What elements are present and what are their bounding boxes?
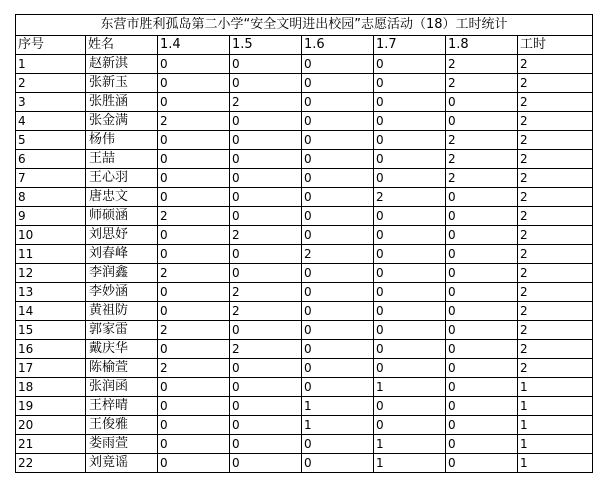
cell-total[interactable]: 2 (518, 321, 593, 340)
cell-1-4[interactable]: 2 (158, 359, 230, 378)
header-row (16, 36, 593, 55)
cell-total[interactable]: 1 (518, 454, 593, 473)
cell-1-6[interactable]: 2 (302, 245, 374, 264)
cell-name[interactable]: 戴庆华 (86, 340, 158, 359)
cell-1-7[interactable]: 0 (374, 55, 446, 74)
cell-1-7[interactable]: 0 (374, 359, 446, 378)
table-row (16, 74, 593, 93)
cell-1-7[interactable]: 0 (374, 264, 446, 283)
cell-1-7[interactable]: 2 (374, 188, 446, 207)
table-row (16, 378, 593, 397)
table-title[interactable]: 东营市胜利孤岛第二小学“安全文明进出校园”志愿活动（18）工时统计 (16, 15, 593, 36)
cell-1-8[interactable]: 0 (446, 188, 518, 207)
cell-name[interactable]: 张新玉 (86, 74, 158, 93)
table-row (16, 359, 593, 378)
cell-name[interactable]: 唐忠文 (86, 188, 158, 207)
table-row (16, 264, 593, 283)
cell-1-5[interactable]: 2 (230, 283, 302, 302)
cell-index[interactable]: 8 (16, 188, 86, 207)
cell-1-8[interactable]: 0 (446, 378, 518, 397)
cell-name[interactable]: 李妙涵 (86, 283, 158, 302)
header-index[interactable]: 序号 (16, 36, 86, 55)
table-row (16, 416, 593, 435)
cell-name[interactable]: 王梓晴 (86, 397, 158, 416)
cell-index[interactable]: 4 (16, 112, 86, 131)
cell-1-7[interactable]: 0 (374, 416, 446, 435)
cell-total[interactable]: 2 (518, 207, 593, 226)
cell-1-8[interactable]: 0 (446, 283, 518, 302)
cell-1-4[interactable]: 2 (158, 321, 230, 340)
cell-1-5[interactable]: 0 (230, 74, 302, 93)
cell-1-5[interactable]: 0 (230, 150, 302, 169)
cell-index[interactable]: 7 (16, 169, 86, 188)
cell-index[interactable]: 11 (16, 245, 86, 264)
cell-1-5[interactable]: 2 (230, 226, 302, 245)
cell-1-4[interactable]: 2 (158, 207, 230, 226)
cell-1-4[interactable]: 0 (158, 74, 230, 93)
cell-1-5[interactable]: 2 (230, 340, 302, 359)
table-row (16, 397, 593, 416)
header-total-hours[interactable]: 工时 (518, 36, 593, 55)
cell-1-8[interactable]: 2 (446, 169, 518, 188)
cell-index[interactable]: 19 (16, 397, 86, 416)
cell-1-4[interactable]: 0 (158, 55, 230, 74)
cell-name[interactable]: 赵新淇 (86, 55, 158, 74)
cell-1-8[interactable]: 0 (446, 302, 518, 321)
cell-total[interactable]: 1 (518, 416, 593, 435)
cell-total[interactable]: 2 (518, 55, 593, 74)
cell-index[interactable]: 6 (16, 150, 86, 169)
cell-1-7[interactable]: 0 (374, 93, 446, 112)
cell-name[interactable]: 李润鑫 (86, 264, 158, 283)
cell-1-8[interactable]: 0 (446, 397, 518, 416)
cell-1-8[interactable]: 0 (446, 454, 518, 473)
table-row (16, 207, 593, 226)
cell-index[interactable]: 2 (16, 74, 86, 93)
cell-1-6[interactable]: 0 (302, 150, 374, 169)
cell-index[interactable]: 10 (16, 226, 86, 245)
cell-name[interactable]: 张润函 (86, 378, 158, 397)
cell-1-8[interactable]: 2 (446, 131, 518, 150)
cell-1-6[interactable]: 0 (302, 93, 374, 112)
cell-1-8[interactable]: 0 (446, 245, 518, 264)
cell-1-4[interactable]: 0 (158, 131, 230, 150)
cell-total[interactable]: 1 (518, 435, 593, 454)
cell-1-6[interactable]: 0 (302, 302, 374, 321)
cell-name[interactable]: 杨伟 (86, 131, 158, 150)
cell-1-4[interactable]: 2 (158, 264, 230, 283)
cell-1-7[interactable]: 1 (374, 378, 446, 397)
cell-1-7[interactable]: 0 (374, 150, 446, 169)
cell-1-6[interactable]: 0 (302, 131, 374, 150)
cell-index[interactable]: 9 (16, 207, 86, 226)
cell-1-6[interactable]: 0 (302, 169, 374, 188)
cell-1-8[interactable]: 0 (446, 207, 518, 226)
cell-1-7[interactable]: 0 (374, 207, 446, 226)
cell-name[interactable]: 娄雨萱 (86, 435, 158, 454)
cell-index[interactable]: 13 (16, 283, 86, 302)
cell-1-8[interactable]: 0 (446, 435, 518, 454)
cell-name[interactable]: 刘春峰 (86, 245, 158, 264)
cell-1-5[interactable]: 0 (230, 112, 302, 131)
cell-index[interactable]: 17 (16, 359, 86, 378)
cell-total[interactable]: 2 (518, 131, 593, 150)
cell-index[interactable]: 15 (16, 321, 86, 340)
cell-1-5[interactable]: 0 (230, 188, 302, 207)
cell-name[interactable]: 郭家雷 (86, 321, 158, 340)
cell-1-8[interactable]: 0 (446, 226, 518, 245)
cell-index[interactable]: 1 (16, 55, 86, 74)
cell-1-4[interactable]: 0 (158, 169, 230, 188)
cell-1-7[interactable]: 0 (374, 321, 446, 340)
cell-index[interactable]: 21 (16, 435, 86, 454)
cell-1-5[interactable]: 0 (230, 416, 302, 435)
cell-1-6[interactable]: 1 (302, 397, 374, 416)
cell-1-8[interactable]: 2 (446, 150, 518, 169)
cell-1-5[interactable]: 0 (230, 359, 302, 378)
cell-1-6[interactable]: 0 (302, 112, 374, 131)
cell-name[interactable]: 王喆 (86, 150, 158, 169)
table-row (16, 131, 593, 150)
cell-index[interactable]: 5 (16, 131, 86, 150)
cell-total[interactable]: 2 (518, 93, 593, 112)
cell-1-7[interactable]: 0 (374, 397, 446, 416)
cell-1-5[interactable]: 0 (230, 435, 302, 454)
table-row (16, 150, 593, 169)
cell-1-4[interactable]: 0 (158, 397, 230, 416)
table-row (16, 93, 593, 112)
table-row (16, 321, 593, 340)
cell-total[interactable]: 2 (518, 283, 593, 302)
cell-1-7[interactable]: 0 (374, 112, 446, 131)
cell-1-5[interactable]: 0 (230, 264, 302, 283)
cell-1-6[interactable]: 0 (302, 454, 374, 473)
cell-1-6[interactable]: 0 (302, 283, 374, 302)
table-row (16, 245, 593, 264)
cell-name[interactable]: 王俊雅 (86, 416, 158, 435)
cell-1-7[interactable]: 0 (374, 283, 446, 302)
cell-1-8[interactable]: 0 (446, 416, 518, 435)
cell-1-4[interactable]: 0 (158, 378, 230, 397)
cell-total[interactable]: 2 (518, 188, 593, 207)
cell-1-6[interactable]: 0 (302, 340, 374, 359)
cell-1-7[interactable]: 1 (374, 435, 446, 454)
cell-1-4[interactable]: 0 (158, 340, 230, 359)
cell-name[interactable]: 陈榆萱 (86, 359, 158, 378)
cell-1-5[interactable]: 2 (230, 302, 302, 321)
cell-index[interactable]: 22 (16, 454, 86, 473)
cell-name[interactable]: 师硕涵 (86, 207, 158, 226)
cell-name[interactable]: 黄祖防 (86, 302, 158, 321)
cell-1-8[interactable]: 2 (446, 55, 518, 74)
cell-1-6[interactable]: 0 (302, 226, 374, 245)
table-row (16, 55, 593, 74)
cell-1-4[interactable]: 2 (158, 112, 230, 131)
cell-1-5[interactable]: 0 (230, 55, 302, 74)
cell-total[interactable]: 2 (518, 340, 593, 359)
cell-1-5[interactable]: 0 (230, 169, 302, 188)
cell-1-7[interactable]: 0 (374, 340, 446, 359)
cell-1-4[interactable]: 0 (158, 226, 230, 245)
cell-index[interactable]: 16 (16, 340, 86, 359)
cell-1-4[interactable]: 0 (158, 302, 230, 321)
cell-1-7[interactable]: 0 (374, 169, 446, 188)
cell-total[interactable]: 2 (518, 169, 593, 188)
cell-1-8[interactable]: 0 (446, 340, 518, 359)
work-hours-table (15, 14, 593, 473)
cell-1-7[interactable]: 0 (374, 245, 446, 264)
cell-1-8[interactable]: 0 (446, 359, 518, 378)
cell-1-7[interactable]: 1 (374, 454, 446, 473)
cell-1-5[interactable]: 0 (230, 454, 302, 473)
cell-1-4[interactable]: 0 (158, 93, 230, 112)
cell-1-5[interactable]: 0 (230, 397, 302, 416)
header-date-1-5[interactable]: 1.5 (230, 36, 302, 55)
cell-index[interactable]: 20 (16, 416, 86, 435)
cell-1-5[interactable]: 0 (230, 378, 302, 397)
cell-total[interactable]: 2 (518, 112, 593, 131)
cell-total[interactable]: 1 (518, 378, 593, 397)
cell-1-4[interactable]: 0 (158, 435, 230, 454)
cell-1-8[interactable]: 0 (446, 112, 518, 131)
cell-1-6[interactable]: 0 (302, 435, 374, 454)
cell-1-6[interactable]: 1 (302, 416, 374, 435)
cell-name[interactable]: 张金满 (86, 112, 158, 131)
cell-total[interactable]: 1 (518, 397, 593, 416)
cell-1-4[interactable]: 0 (158, 150, 230, 169)
cell-total[interactable]: 2 (518, 74, 593, 93)
table-row (16, 112, 593, 131)
header-name[interactable]: 姓名 (86, 36, 158, 55)
cell-1-4[interactable]: 0 (158, 283, 230, 302)
cell-name[interactable]: 张胜涵 (86, 93, 158, 112)
cell-name[interactable]: 刘竟谣 (86, 454, 158, 473)
cell-1-8[interactable]: 0 (446, 321, 518, 340)
header-date-1-4[interactable]: 1.4 (158, 36, 230, 55)
cell-total[interactable]: 2 (518, 245, 593, 264)
table-row (16, 226, 593, 245)
cell-1-6[interactable]: 0 (302, 55, 374, 74)
cell-1-6[interactable]: 0 (302, 264, 374, 283)
cell-1-7[interactable]: 0 (374, 74, 446, 93)
cell-1-8[interactable]: 0 (446, 93, 518, 112)
cell-1-6[interactable]: 0 (302, 359, 374, 378)
header-date-1-8[interactable]: 1.8 (446, 36, 518, 55)
cell-1-6[interactable]: 0 (302, 188, 374, 207)
cell-1-6[interactable]: 0 (302, 207, 374, 226)
cell-1-6[interactable]: 0 (302, 321, 374, 340)
cell-1-6[interactable]: 0 (302, 74, 374, 93)
table-row (16, 454, 593, 473)
cell-name[interactable]: 王心羽 (86, 169, 158, 188)
cell-1-8[interactable]: 0 (446, 264, 518, 283)
cell-1-7[interactable]: 0 (374, 226, 446, 245)
cell-name[interactable]: 刘思妤 (86, 226, 158, 245)
table-row (16, 188, 593, 207)
header-date-1-6[interactable]: 1.6 (302, 36, 374, 55)
cell-index[interactable]: 14 (16, 302, 86, 321)
cell-1-4[interactable]: 0 (158, 416, 230, 435)
table-row (16, 340, 593, 359)
cell-total[interactable]: 2 (518, 150, 593, 169)
cell-index[interactable]: 12 (16, 264, 86, 283)
cell-1-5[interactable]: 0 (230, 131, 302, 150)
cell-1-8[interactable]: 2 (446, 74, 518, 93)
cell-1-5[interactable]: 0 (230, 321, 302, 340)
cell-1-5[interactable]: 0 (230, 245, 302, 264)
header-date-1-7[interactable]: 1.7 (374, 36, 446, 55)
cell-1-7[interactable]: 0 (374, 302, 446, 321)
title-row (16, 15, 593, 36)
table-row (16, 302, 593, 321)
cell-1-4[interactable]: 0 (158, 454, 230, 473)
cell-total[interactable]: 2 (518, 359, 593, 378)
cell-1-7[interactable]: 0 (374, 131, 446, 150)
table-row (16, 169, 593, 188)
cell-index[interactable]: 3 (16, 93, 86, 112)
table-row (16, 435, 593, 454)
cell-1-4[interactable]: 0 (158, 245, 230, 264)
cell-total[interactable]: 2 (518, 264, 593, 283)
cell-index[interactable]: 18 (16, 378, 86, 397)
table-row (16, 283, 593, 302)
cell-total[interactable]: 2 (518, 302, 593, 321)
cell-1-5[interactable]: 2 (230, 93, 302, 112)
cell-1-5[interactable]: 0 (230, 207, 302, 226)
cell-total[interactable]: 2 (518, 226, 593, 245)
cell-1-4[interactable]: 0 (158, 188, 230, 207)
cell-1-6[interactable]: 0 (302, 378, 374, 397)
